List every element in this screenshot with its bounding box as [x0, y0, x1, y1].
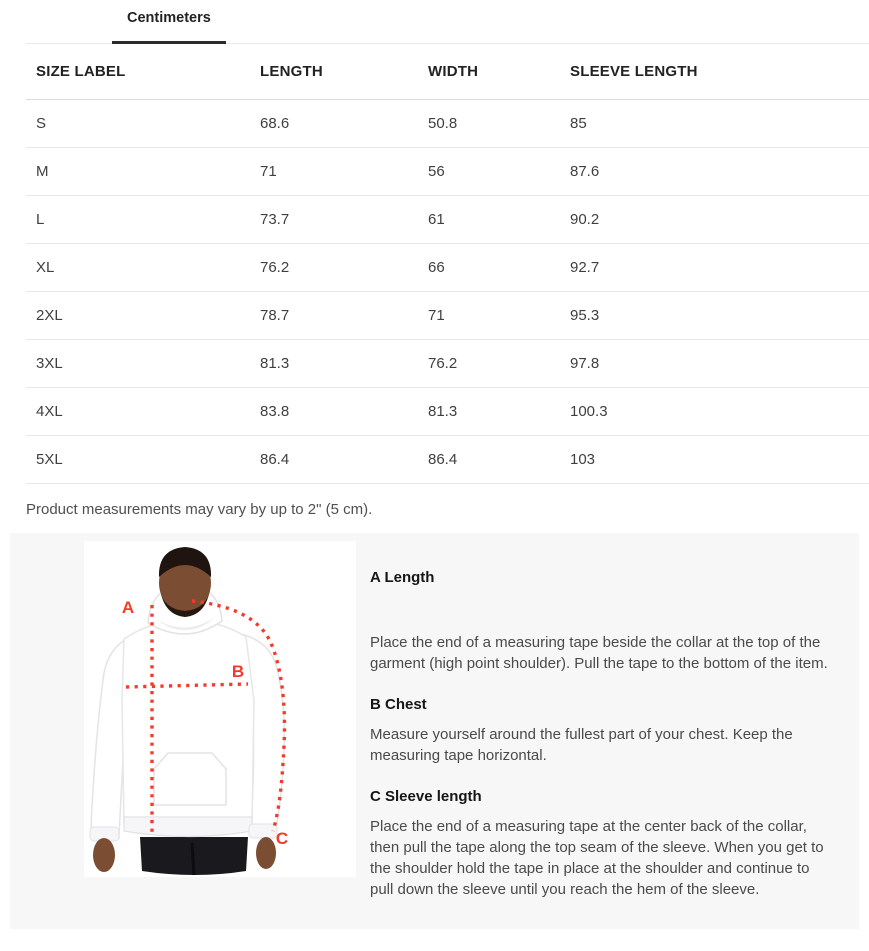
tab-centimeters[interactable]	[112, 0, 226, 44]
guide-body-sleeve: Place the end of a measuring tape at the center back of the collar, then pull the tape along the top seam of the sleeve. When you get to the shoulder hold the tape in place at the shoulder and continue to pull down the sleeve until you reach the hem of the sleeve.	[370, 817, 824, 898]
size-table-container	[26, 44, 869, 484]
table-row	[26, 147, 869, 195]
column-header-size-label: SIZE LABEL	[26, 44, 260, 99]
guide-text-column	[362, 533, 859, 929]
cell-width: 66	[428, 243, 570, 291]
guide-section-sleeve	[370, 788, 833, 900]
cell-length: 71	[260, 147, 428, 195]
model-illustration-area	[10, 533, 362, 929]
table-row	[26, 99, 869, 147]
cell-length: 68.6	[260, 99, 428, 147]
left-hand	[93, 838, 115, 872]
size-table	[26, 44, 869, 484]
marker-c-label: C	[275, 828, 289, 848]
pants-seam	[192, 843, 194, 875]
table-row	[26, 195, 869, 243]
right-cuff	[249, 824, 277, 838]
cell-length: 86.4	[260, 435, 428, 483]
table-header-row	[26, 44, 869, 99]
cell-sleeve: 92.7	[570, 243, 869, 291]
table-row	[26, 339, 869, 387]
cell-width: 61	[428, 195, 570, 243]
cell-size: L	[26, 195, 260, 243]
cell-width: 50.8	[428, 99, 570, 147]
cell-size: 5XL	[26, 435, 260, 483]
column-header-length: LENGTH	[260, 44, 428, 99]
table-row	[26, 243, 869, 291]
guide-heading-chest: B Chest	[370, 695, 427, 713]
column-header-width: WIDTH	[428, 44, 570, 99]
cell-size: XL	[26, 243, 260, 291]
cell-sleeve: 97.8	[570, 339, 869, 387]
measurement-guide-panel	[10, 533, 859, 929]
guide-section-length	[370, 569, 833, 674]
cell-width: 81.3	[428, 387, 570, 435]
hoodie-measurement-illustration	[80, 541, 360, 931]
cell-size: 3XL	[26, 339, 260, 387]
cell-width: 76.2	[428, 339, 570, 387]
hem-band	[124, 817, 252, 837]
guide-heading-length: A Length	[370, 568, 435, 586]
unit-tabs	[26, 0, 869, 44]
guide-body-chest: Measure yourself around the fullest part of your chest. Keep the measuring tape horizontal.	[370, 725, 793, 764]
cell-size: M	[26, 147, 260, 195]
cell-sleeve: 90.2	[570, 195, 869, 243]
column-header-sleeve-length: SLEEVE LENGTH	[570, 44, 869, 99]
cell-width: 86.4	[428, 435, 570, 483]
guide-body-length: Place the end of a measuring tape beside the collar at the top of the garment (high point shoulder). Pull the tape to the bottom of the item.	[370, 633, 828, 672]
cell-length: 76.2	[260, 243, 428, 291]
cell-width: 56	[428, 147, 570, 195]
cell-size: 4XL	[26, 387, 260, 435]
guide-heading-sleeve: C Sleeve length	[370, 787, 482, 805]
measurement-note: Product measurements may vary by up to 2" (5 cm).	[26, 500, 373, 518]
cell-length: 73.7	[260, 195, 428, 243]
right-hand	[256, 837, 276, 869]
cell-sleeve: 87.6	[570, 147, 869, 195]
cell-sleeve: 100.3	[570, 387, 869, 435]
table-row	[26, 291, 869, 339]
cell-sleeve: 85	[570, 99, 869, 147]
marker-b-label: B	[231, 661, 245, 681]
tab-centimeters-label: Centimeters	[127, 9, 211, 26]
cell-size: S	[26, 99, 260, 147]
cell-length: 78.7	[260, 291, 428, 339]
cell-sleeve: 95.3	[570, 291, 869, 339]
table-row	[26, 387, 869, 435]
cell-length: 83.8	[260, 387, 428, 435]
cell-length: 81.3	[260, 339, 428, 387]
cell-width: 71	[428, 291, 570, 339]
cell-sleeve: 103	[570, 435, 869, 483]
kangaroo-pocket	[154, 753, 226, 805]
marker-a-label: A	[121, 597, 135, 617]
table-row	[26, 435, 869, 483]
guide-section-chest	[370, 696, 833, 766]
cell-size: 2XL	[26, 291, 260, 339]
